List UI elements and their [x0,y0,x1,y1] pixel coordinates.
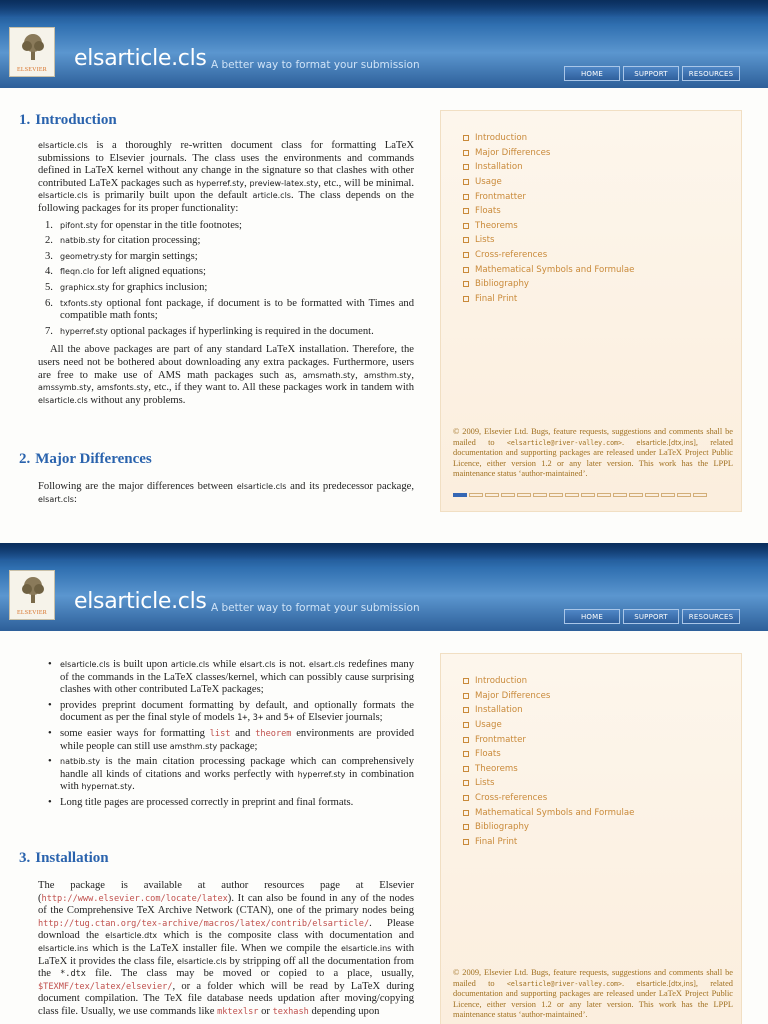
section-number: 1. [19,112,31,128]
checkbox-icon [463,707,469,713]
list-item: • elsarticle.cls is built upon article.cls while elsart.cls is not. elsart.cls redefines many of the commands in the LaTeX classes/kernel, which can possibly cause surprising clashes with other contributed LaTeX packages; [38,659,414,697]
section-heading-introduction [19,112,117,129]
toc-item-bibliography[interactable]: Bibliography [463,277,634,292]
differences-list-body [38,659,414,813]
list-item: 3. geometry.sty for margin settings; [45,250,198,262]
list-item: 5. graphicx.sty for graphics inclusion; [45,281,208,293]
checkbox-icon [463,237,469,243]
toc-item-installation[interactable]: Installation [463,160,634,175]
support-button[interactable]: SUPPORT [623,66,679,81]
toc-item-introduction[interactable]: Introduction [463,131,634,146]
slide-2 [0,543,768,1024]
app-title: elsarticle.cls [74,46,207,71]
intro-paragraph-2: All the above packages are part of any standard LaTeX installation. Therefore, the users need not be bothered about downloading any extra packages. Furthermore, users are free to make use of AMS math packages such as, amsmath.sty, amsthm.sty, amssymb.sty, amsfonts.sty, etc., if they want to. All these packages work in tandem with elsarticle.cls without any problems. [38,344,415,406]
app-tagline: A better way to format your submission [211,602,420,614]
progress-segment[interactable] [645,493,659,497]
toc-item-bibliography[interactable]: Bibliography [463,820,634,835]
list-item: 2. natbib.sty for citation processing; [45,235,201,247]
top-nav [564,609,740,624]
checkbox-icon [463,839,469,845]
progress-segment[interactable] [629,493,643,497]
toc-item-math-symbols[interactable]: Mathematical Symbols and Formulae [463,262,634,277]
list-item: • some easier ways for formatting list and theorem environments are provided while people can still use amsthm.sty package; [38,728,414,753]
toc-item-cross-references[interactable]: Cross-references [463,791,634,806]
support-button[interactable]: SUPPORT [623,609,679,624]
differences-body [38,481,414,506]
checkbox-icon [463,751,469,757]
toc-item-cross-references[interactable]: Cross-references [463,248,634,263]
toc-item-theorems[interactable]: Theorems [463,219,634,234]
progress-segment[interactable] [469,493,483,497]
toc-item-lists[interactable]: Lists [463,776,634,791]
logo-text: ELSEVIER [17,67,47,73]
app-tagline: A better way to format your submission [211,59,420,71]
checkbox-icon [463,296,469,302]
checkbox-icon [463,722,469,728]
differences-list [38,659,414,810]
intro-paragraph-1: elsarticle.cls is a thoroughly re-written document class for formatting LaTeX submissions to Elsevier journals. The class uses the environments and commands defined in LaTeX kernel without any change in the signature so that clashes with other contributed LaTeX packages such as hyperref.sty, preview-latex.sty, etc., will be minimal. elsarticle.cls is primarily built upon the default article.cls. The class depends on the following packages for its proper functionality: [38,140,415,214]
differences-paragraph: Following are the major differences between elsarticle.cls and its predecessor package, elsart.cls: [38,481,415,505]
progress-segment[interactable] [517,493,531,497]
toc-item-frontmatter[interactable]: Frontmatter [463,189,634,204]
toc-item-installation[interactable]: Installation [463,703,634,718]
progress-segment[interactable] [693,493,707,497]
copyright-notice: © 2009, Elsevier Ltd. Bugs, feature requests, suggestions and comments shall be mailed to <elsarticle@river-valley.com>. elsarticle.[dtx,ins], related documentation and supporting packages are released under LaTeX Project Public Licence, either version 1.2 or any later version. This work has the LPPL maintenance status ‘author-maintained’. [453,427,733,479]
checkbox-icon [463,164,469,170]
toc-item-usage[interactable]: Usage [463,718,634,733]
toc-list [463,674,634,849]
resources-button[interactable]: RESOURCES [682,66,740,81]
toc-sidebar [440,653,742,1024]
list-item: • Long title pages are processed correctly in preprint and final formats. [38,797,414,810]
toc-item-major-differences[interactable]: Major Differences [463,146,634,161]
checkbox-icon [463,693,469,699]
resources-button[interactable]: RESOURCES [682,609,740,624]
checkbox-icon [463,824,469,830]
checkbox-icon [463,810,469,816]
elsevier-logo[interactable] [9,570,55,620]
tree-icon [18,32,48,62]
section-title: Major Differences [35,451,152,467]
list-item: 4. fleqn.clo for left aligned equations; [45,266,206,278]
list-item: • natbib.sty is the main citation processing package which can comprehensively handle all kinds of citations and works perfectly with hyperref.sty in combination with hypernat.sty. [38,756,414,794]
tree-icon [18,575,48,605]
progress-segment[interactable] [613,493,627,497]
section-heading-installation [19,850,109,867]
progress-segment[interactable] [501,493,515,497]
toc-item-usage[interactable]: Usage [463,175,634,190]
checkbox-icon [463,179,469,185]
list-item: 7. hyperref.sty optional packages if hyperlinking is required in the document. [45,325,374,337]
progress-segment[interactable] [453,493,467,497]
list-item: 6. txfonts.sty optional font package, if document is to be formatted with Times and compatible math fonts; [45,297,414,322]
author-resources-link[interactable]: http://www.elsevier.com/locate/latex [41,893,228,904]
checkbox-icon [463,135,469,141]
installation-body [38,880,414,1019]
elsevier-logo[interactable] [9,27,55,77]
checkbox-icon [463,208,469,214]
checkbox-icon [463,267,469,273]
checkbox-icon [463,150,469,156]
toc-item-lists[interactable]: Lists [463,233,634,248]
progress-segment[interactable] [661,493,675,497]
progress-segment[interactable] [485,493,499,497]
progress-segment[interactable] [565,493,579,497]
checkbox-icon [463,780,469,786]
toc-item-final-print[interactable]: Final Print [463,835,634,850]
progress-segment[interactable] [533,493,547,497]
progress-segment[interactable] [549,493,563,497]
slide-progress [453,493,707,497]
checkbox-icon [463,252,469,258]
checkbox-icon [463,795,469,801]
progress-segment[interactable] [677,493,691,497]
intro-body [38,140,414,407]
logo-text: ELSEVIER [17,610,47,616]
toc-item-frontmatter[interactable]: Frontmatter [463,732,634,747]
toc-item-floats[interactable]: Floats [463,204,634,219]
checkbox-icon [463,223,469,229]
list-item: • provides preprint document formatting by default, and optionally formats the document as per the final style of models 1+, 3+ and 5+ of Elsevier journals; [38,700,414,725]
checkbox-icon [463,678,469,684]
section-title: Installation [35,850,109,866]
checkbox-icon [463,766,469,772]
toc-item-theorems[interactable]: Theorems [463,762,634,777]
list-item: 1. pifont.sty for openstar in the title footnotes; [45,219,242,231]
toc-item-introduction[interactable]: Introduction [463,674,634,689]
package-list [38,220,414,339]
checkbox-icon [463,281,469,287]
ctan-link[interactable]: http://tug.ctan.org/tex-archive/macros/latex/contrib/elsarticle/ [38,918,370,929]
progress-segment[interactable] [597,493,611,497]
section-title: Introduction [35,112,117,128]
progress-segment[interactable] [581,493,595,497]
toc-list [463,131,634,306]
checkbox-icon [463,737,469,743]
home-button[interactable]: HOME [564,66,620,81]
toc-sidebar [440,110,742,512]
copyright-notice: © 2009, Elsevier Ltd. Bugs, feature requests, suggestions and comments shall be mailed to <elsarticle@river-valley.com>. elsarticle.[dtx,ins], related documentation and supporting packages are released under LaTeX Project Public Licence, either version 1.2 or any later version. This work has the LPPL maintenance status ‘author-maintained’. [453,968,733,1020]
checkbox-icon [463,194,469,200]
toc-item-major-differences[interactable]: Major Differences [463,689,634,704]
section-number: 2. [19,451,31,467]
section-number: 3. [19,850,31,866]
toc-item-floats[interactable]: Floats [463,747,634,762]
top-nav [564,66,740,81]
home-button[interactable]: HOME [564,609,620,624]
section-heading-major-differences [19,451,152,468]
toc-item-final-print[interactable]: Final Print [463,292,634,307]
app-title: elsarticle.cls [74,589,207,614]
installation-paragraph: The package is available at author resources page at Elsevier (http://www.elsevier.com/locate/latex). It can also be found in any of the nodes of the Comprehensive TeX Archive Network (CTAN), one of the primary nodes being http://tug.ctan.org/tex-archive/macros/latex/contrib/elsarticle/. Please download the elsarticle.dtx which is the composite class with documentation and elsarticle.ins which is the LaTeX installer file. When we compile the elsarticle.ins with LaTeX it provides the class file, elsarticle.cls by stripping off all the documentation from the *.dtx file. The class may be moved or copied to a place, usually, $TEXMF/tex/latex/elsevier/, or a folder which will be read by LaTeX during document compilation. The TeX file database needs updation after moving/copying class file. Usually, we use commands like mktexlsr or texhash depending upon [38,880,415,1017]
toc-item-math-symbols[interactable]: Mathematical Symbols and Formulae [463,805,634,820]
